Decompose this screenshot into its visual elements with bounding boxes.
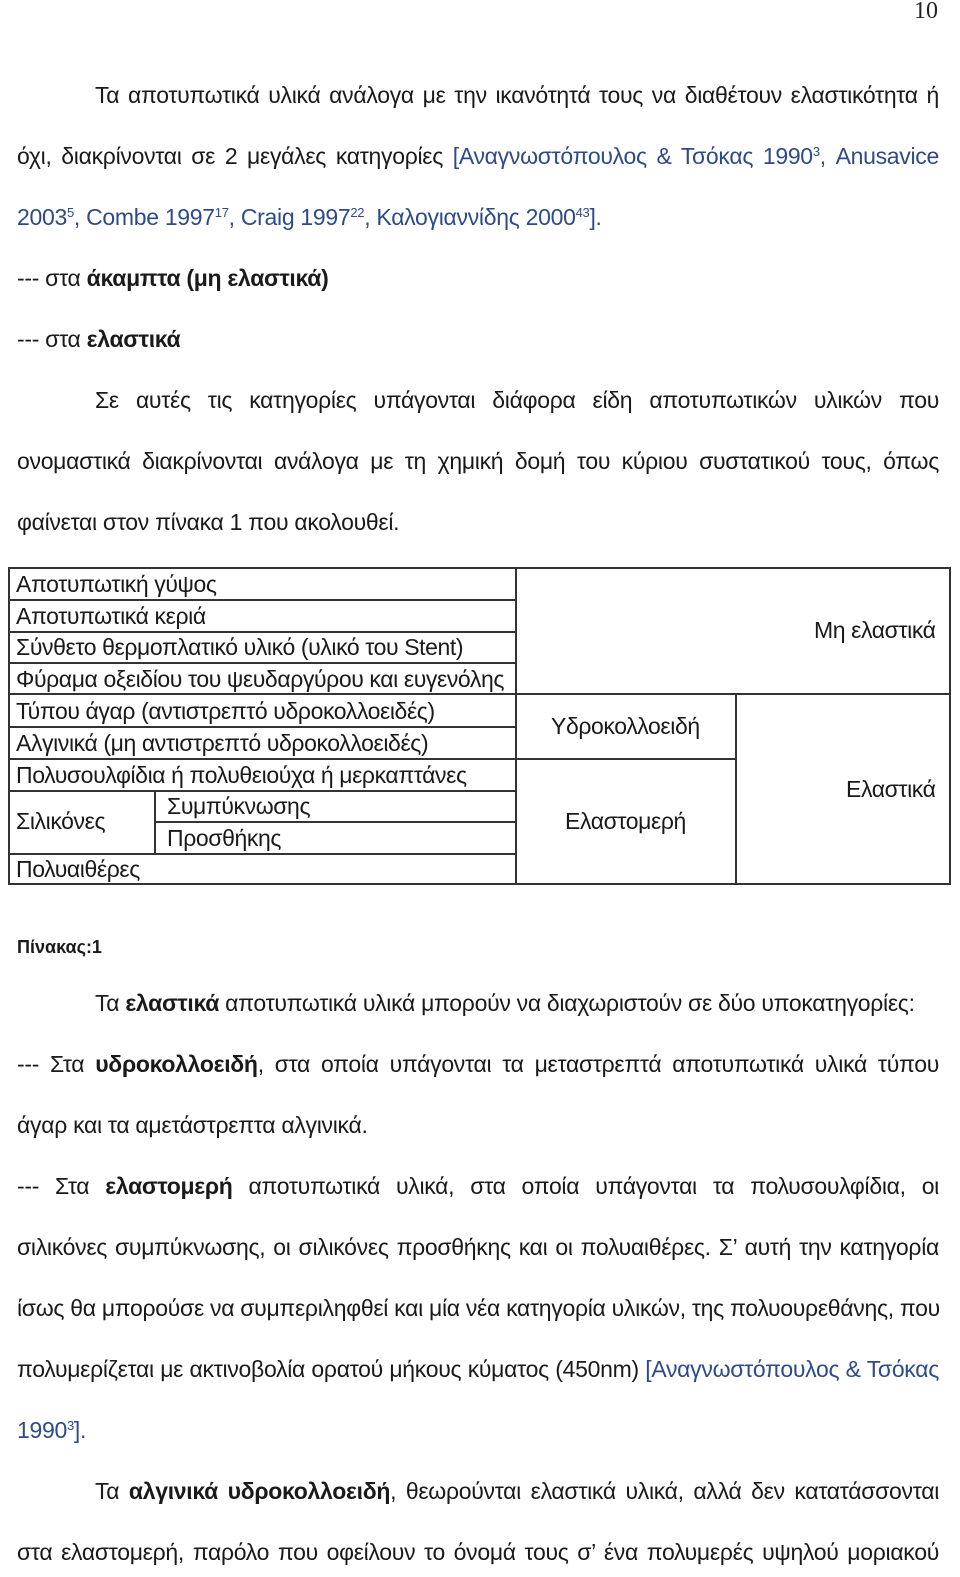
paragraph-line: [17, 202, 939, 232]
table-cell: Ελαστομερή: [565, 808, 686, 834]
list-marker: --- στα: [17, 265, 87, 291]
citation-text: , Anusavice: [819, 143, 939, 169]
paragraph-line: Σε αυτές τις κατηγορίες υπάγονται διάφορα είδη αποτυπωτικών υλικών που: [95, 387, 939, 413]
citation-text: 2003: [17, 204, 67, 230]
table-cell: Μη ελαστικά: [814, 617, 936, 643]
table-cell: Προσθήκης: [167, 825, 282, 851]
paragraph-line: άγαρ και τα αμετάστρεπτα αλγινικά.: [17, 1112, 368, 1138]
citation-text: , Καλογιαννίδης 2000: [364, 204, 576, 230]
table-cell: Πολυσουλφίδια ή πολυθειούχα ή μερκαπτάνες: [16, 762, 467, 788]
paragraph-line: φαίνεται στον πίνακα 1 που ακολουθεί.: [17, 509, 400, 535]
paragraph-line: ίσως θα μπορούσε να συμπεριληφθεί και μία νέα κατηγορία υλικών, της πολυουρεθάνης, που: [17, 1295, 940, 1321]
table-cell: Φύραμα οξειδίου του ψευδαργύρου και ευγενόλης: [16, 666, 505, 692]
table-border: [8, 883, 951, 885]
text-span: Τα: [95, 990, 126, 1016]
citation-ref: 5: [66, 205, 74, 220]
text-span: αποτυπωτικά υλικά μπορούν να διαχωριστούν σε δύο υποκατηγορίες:: [219, 990, 915, 1016]
bold-term: υδροκολλοειδή: [95, 1051, 258, 1077]
text-span: όχι, διακρίνονται σε 2 μεγάλες κατηγορίες: [17, 143, 453, 169]
table-cell: Πολυαιθέρες: [16, 856, 140, 882]
list-item: [17, 263, 939, 293]
table-cell: Ελαστικά: [846, 776, 936, 802]
citation[interactable]: [17, 204, 602, 230]
citation-ref: 22: [350, 205, 365, 220]
citation-text: 1990: [17, 1417, 67, 1443]
citation[interactable]: [453, 143, 939, 169]
citation[interactable]: [Αναγνωστόπουλος & Τσόκας: [645, 1356, 940, 1382]
list-term: άκαμπτα (μη ελαστικά): [86, 265, 329, 291]
citation-text: , Craig 1997: [228, 204, 351, 230]
citation-ref: 17: [214, 205, 229, 220]
table-cell: Αποτυπωτική γύψος: [16, 571, 217, 597]
text-span: , στα οποία υπάγονται τα μεταστρεπτά αποτυπωτικά υλικά τύπου: [257, 1051, 939, 1077]
text-span: πολυμερίζεται με ακτινοβολία ορατού μήκους κύματος (450nm): [17, 1356, 646, 1382]
text-span: , θεωρούνται ελαστικά υλικά, αλλά δεν κατατάσσονται: [390, 1478, 939, 1504]
paragraph-line: [17, 1476, 939, 1506]
list-item: [17, 324, 939, 354]
paragraph-line: [17, 1171, 939, 1201]
table-cell: Αλγινικά (μη αντιστρεπτό υδροκολλοειδές): [16, 730, 429, 756]
bold-term: ελαστομερή: [105, 1173, 233, 1199]
bold-term: ελαστικά: [125, 990, 220, 1016]
citation[interactable]: [17, 1417, 86, 1443]
bold-term: αλγινικά υδροκολλοειδή: [128, 1478, 391, 1504]
paragraph-line: [17, 1415, 939, 1445]
table-divider: [735, 693, 737, 885]
citation-text: , Combe 1997: [73, 204, 215, 230]
citation-text: [Αναγνωστόπουλος & Τσόκας 1990: [452, 143, 813, 169]
table-caption: Πίνακας:1: [17, 937, 102, 957]
citation-ref: 3: [66, 1418, 74, 1433]
paragraph-line: [17, 1354, 939, 1384]
paragraph-line: σιλικόνες συμπύκνωσης, οι σιλικόνες προσθήκης και οι πολυαιθέρες. Σ’ αυτή την κατηγορία: [17, 1234, 939, 1260]
paragraph-line: [17, 141, 939, 171]
table-cell: Τύπου άγαρ (αντιστρεπτό υδροκολλοειδές): [16, 698, 435, 724]
citation-text: ].: [73, 1417, 87, 1443]
text-span: --- Στα: [17, 1173, 106, 1199]
text-span: αποτυπωτικά υλικά, στα οποία υπάγονται τα πολυσουλφίδια, οι: [232, 1173, 939, 1199]
table-cell: Συμπύκνωσης: [167, 793, 311, 819]
list-marker: --- στα: [17, 326, 87, 352]
text-span: Τα: [95, 1478, 129, 1504]
table-cell: Υδροκολλοειδή: [551, 713, 700, 739]
table-cell: Σιλικόνες: [16, 808, 106, 834]
table-cell: Αποτυπωτικά κεριά: [16, 603, 206, 629]
paragraph-line: Τα αποτυπωτικά υλικά ανάλογα με την ικανότητά τους να διαθέτουν ελαστικότητα ή: [95, 82, 939, 108]
paragraph-line: στα ελαστομερή, παρόλο που οφείλουν το όνομά τους σ’ ένα πολυμερές υψηλού μοριακού: [17, 1539, 939, 1565]
list-term: ελαστικά: [86, 326, 181, 352]
text-span: --- Στα: [17, 1051, 96, 1077]
paragraph-line: [17, 988, 939, 1018]
citation-ref: 3: [812, 144, 820, 159]
table-cell: Σύνθετο θερμοπλατικό υλικό (υλικό του Stent): [16, 634, 464, 660]
table-border: [949, 567, 951, 885]
paragraph-line: ονομαστικά διακρίνονται ανάλογα με τη χημική δομή του κύριου συστατικού τους, όπως: [17, 448, 939, 474]
citation-text: ].: [589, 204, 602, 230]
paragraph-line: [17, 1049, 939, 1079]
citation-ref: 43: [575, 205, 590, 220]
page-number: 10: [914, 0, 938, 24]
